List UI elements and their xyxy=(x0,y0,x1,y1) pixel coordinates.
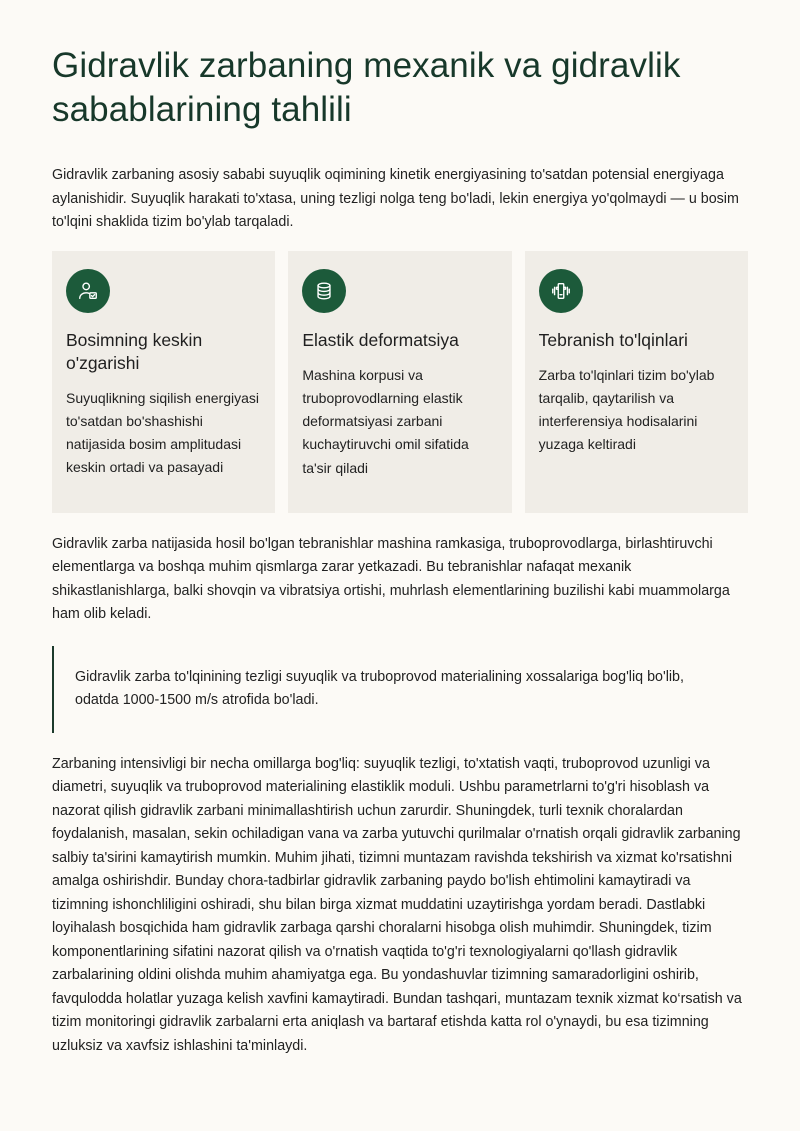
card-vibration xyxy=(525,251,748,513)
page-title: Gidravlik zarbaning mexanik va gidravlik sabablarining tahlili xyxy=(52,46,681,129)
intro-paragraph: Gidravlik zarbaning asosiy sababi suyuqlik oqimining kinetik energiyasining to'satdan potensial energiyaga aylanishidir. Suyuqlik harakati to'xtasa, uning tezligi nolga teng bo'ladi, lekin energiya yo'qolmaydi — u bosim to'lqini shaklida tizim bo'ylab tarqaladi. xyxy=(52,167,739,230)
card-text: Suyuqlikning siqilish energiyasi to'satdan bo'shashishi natijasida bosim amplitudasi keskin ortadi va pasayadi xyxy=(66,389,259,476)
card-title: Bosimning keskin o'zgarishi xyxy=(66,329,203,373)
card-text: Mashina korpusi va truboprovodlarning elastik deformatsiyasi zarbani kuchaytiruvchi omil sifatida ta'sir qiladi xyxy=(302,366,469,476)
card-pressure xyxy=(52,251,275,513)
card-title: Tebranish to'lqinlari xyxy=(538,329,688,350)
card-text: Zarba to'lqinlari tizim bo'ylab tarqalib, qaytarilish va interferensiya hodisalarini yuzaga keltiradi xyxy=(538,366,715,453)
body-paragraph: Gidravlik zarba natijasida hosil bo'lgan tebranishlar mashina ramkasiga, truboprovodlarga, birlashtiruvchi elementlarga va boshqa muhim qismlarga zarar yetkazadi. Bu tebranishlar nafaqat mexanik shikastlanishlarga, balki shovqin va vibratsiya ortishi, muhrlash elementlarining buzilishi kabi muammolarga ham olib keladi. xyxy=(52,535,730,622)
body-paragraph: Zarbaning intensivligi bir necha omillarga bog'liq: suyuqlik tezligi, to'xtatish vaqti, truboprovod uzunligi va diametri, suyuqlik va truboprovod materialining elastiklik moduli. Ushbu parametrlarni to'g'ri hisoblash va nazorat qilish gidravlik zarbani minimallashtirish uchun zarurdir. Shuningdek, turli texnik choralardan foydalanish, masalan, sekin ochiladigan vana va zarba yutuvchi qurilmalar o'rnatish orqali gidravlik zarbaning salbiy ta'sirini kamaytirish mumkin. Muhim jihati, tizimni muntazam ravishda tekshirish va xizmat ko'rsatishni amalga oshirishdir. Bunday chora-tadbirlar gidravlik zarbaning paydo bo'lish ehtimolini kamaytiradi va tizimning ishonchliligini oshiradi, shu bilan birga xizmat muddatini uzaytirishga yordam beradi. Dastlabki loyihalash bosqichida ham gidravlik zarbaga qarshi choralarni hisobga olish muhimdir. Shuningdek, tizim komponentlarining sifatini nazorat qilish va o'rnatish vaqtida to'g'ri texnologiyalarni qo'llash gidravlik zarbalarining oldini olishda muhim ahamiyatga ega. Bu yondashuvlar tizimning samaradorligini oshirib, favqulodda holatlar yuzaga kelish xavfini kamaytiradi. Bundan tashqari, muntazam texnik xizmat ko‘rsatish va tizim monitoringi gidravlik zarbalarni erta aniqlash va bartaraf etishda katta rol o'ynaydi, bu esa tizimning uzluksiz va xavfsiz ishlashini ta'minlaydi. xyxy=(52,755,742,1054)
coins-stack-icon xyxy=(302,269,346,313)
feature-cards xyxy=(52,251,748,513)
user-check-icon xyxy=(66,269,110,313)
vibration-icon xyxy=(539,269,583,313)
highlight-quote: Gidravlik zarba to'lqinining tezligi suyuqlik va truboprovod materialining xossalariga bog'liq bo'lib, odatda 1000-1500 m/s atrofida bo'ladi. xyxy=(52,646,748,733)
card-elastic xyxy=(288,251,511,513)
card-title: Elastik deformatsiya xyxy=(302,329,459,350)
